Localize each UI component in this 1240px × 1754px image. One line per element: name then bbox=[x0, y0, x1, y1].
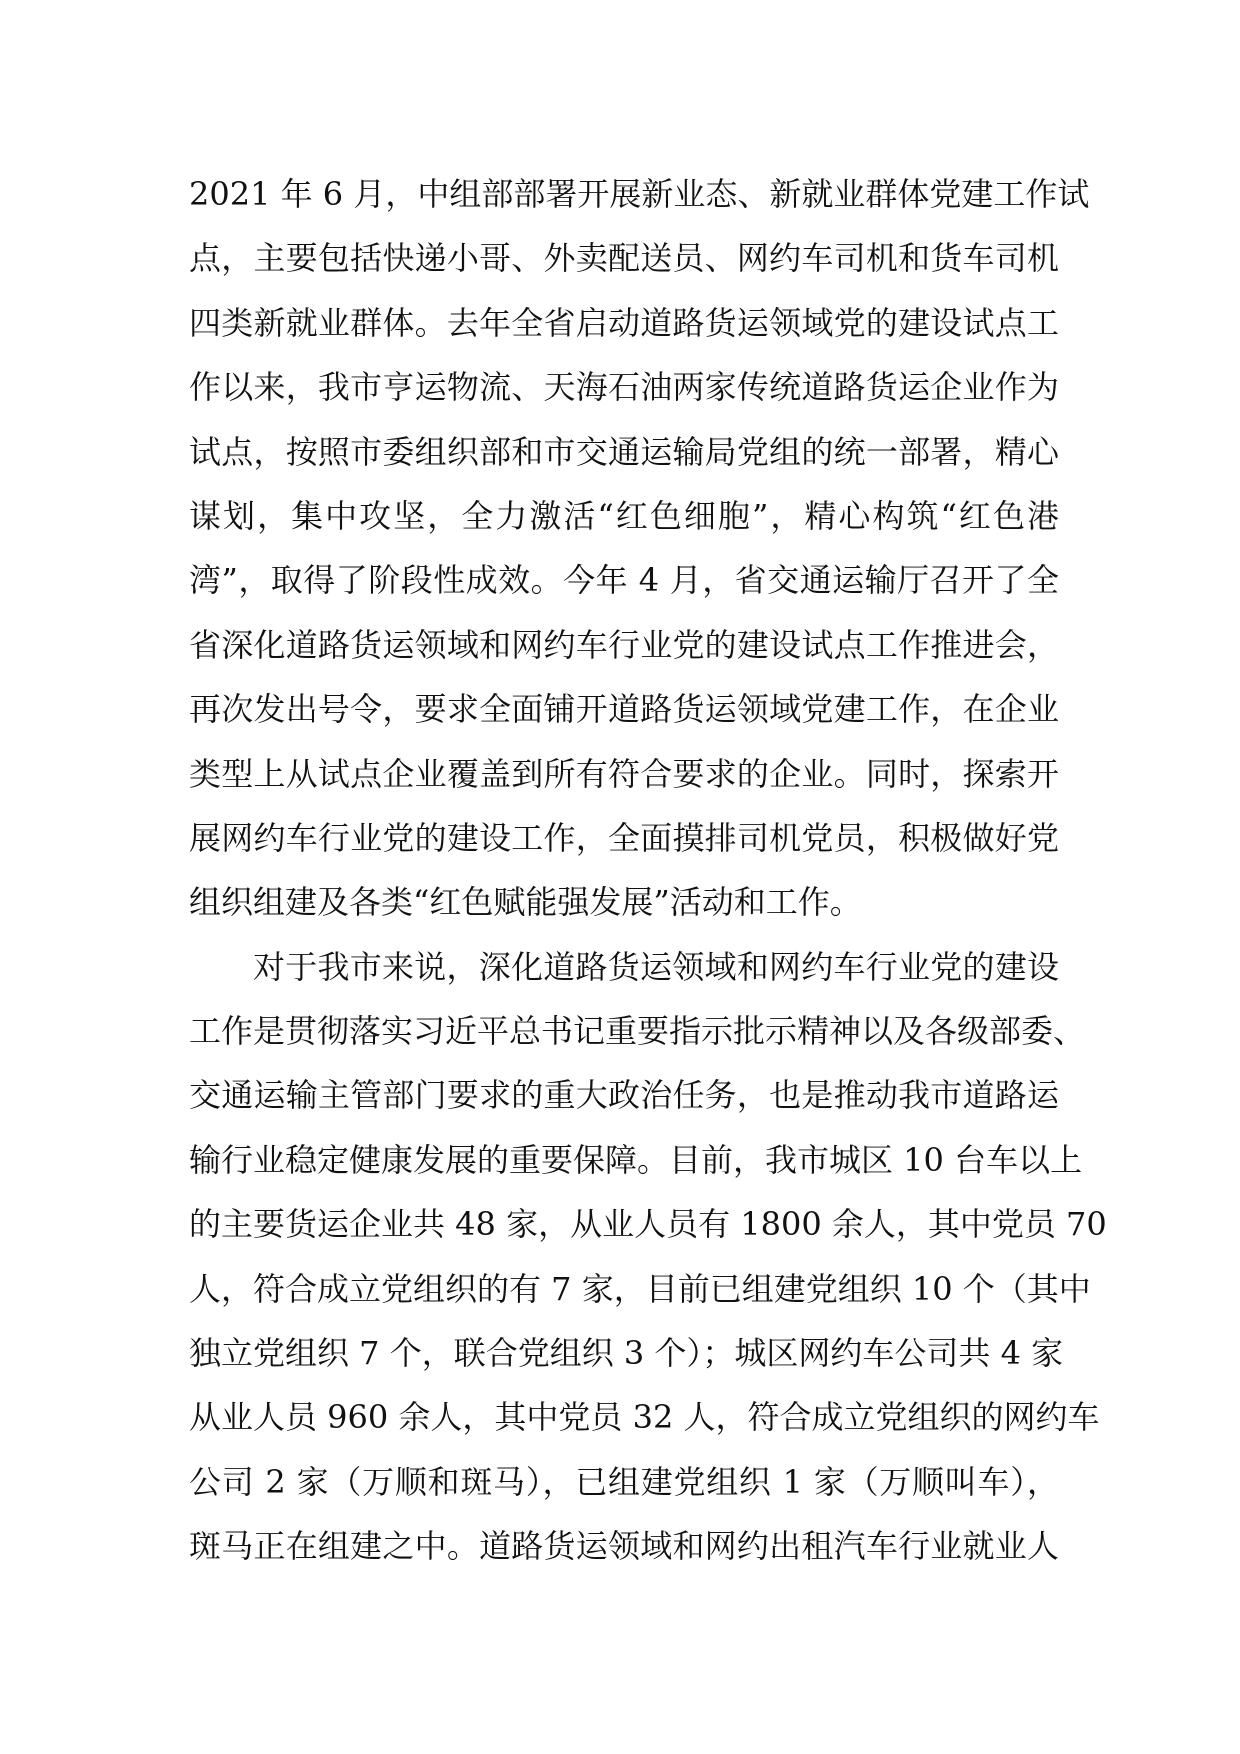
text-line: 工作是贯彻落实习近平总书记重要指示批示精神以及各级部委、 bbox=[189, 1012, 1086, 1051]
text-line: 2021 年 6 月，中组部部署开展新业态、新就业群体党建工作试 bbox=[189, 175, 1090, 213]
paragraph-2 bbox=[189, 935, 1107, 1579]
text-line: 类型上从试点企业覆盖到所有符合要求的企业。同时，探索开 bbox=[189, 754, 1059, 793]
text-line: 作以来，我市亨运物流、天海石油两家传统道路货运企业作为 bbox=[189, 368, 1059, 407]
text-line: 的主要货运企业共 48 家，从业人员有 1800 余人，其中党员 70 bbox=[189, 1205, 1107, 1244]
text-line: 再次发出号令，要求全面铺开道路货运领域党建工作，在企业 bbox=[189, 690, 1059, 729]
text-line: 输行业稳定健康发展的重要保障。目前，我市城区 10 台车以上 bbox=[189, 1140, 1083, 1179]
text-line: 从业人员 960 余人，其中党员 32 人，符合成立党组织的网约车 bbox=[189, 1398, 1100, 1437]
text-line: 四类新就业群体。去年全省启动道路货运领域党的建设试点工 bbox=[189, 303, 1059, 342]
text-line: 斑马正在组建之中。道路货运领域和网约出租汽车行业就业人 bbox=[189, 1527, 1059, 1566]
text-line: 人，符合成立党组织的有 7 家，目前已组建党组织 10 个（其中 bbox=[189, 1269, 1091, 1308]
text-line: 湾”，取得了阶段性成效。今年 4 月，省交通运输厅召开了全 bbox=[189, 561, 1059, 600]
text-line: 点，主要包括快递小哥、外卖配送员、网约车司机和货车司机 bbox=[189, 239, 1059, 278]
text-line: 公司 2 家（万顺和斑马），已组建党组织 1 家（万顺叫车）， bbox=[189, 1462, 1059, 1501]
text-line: 展网约车行业党的建设工作，全面摸排司机党员，积极做好党 bbox=[189, 818, 1059, 857]
text-line: 对于我市来说，深化道路货运领域和网约车行业党的建设 bbox=[253, 947, 1059, 986]
text-line: 组织组建及各类“红色赋能强发展”活动和工作。 bbox=[189, 883, 862, 922]
document-body bbox=[189, 162, 1107, 1579]
paragraph-1 bbox=[189, 162, 1090, 935]
text-line: 省深化道路货运领域和网约车行业党的建设试点工作推进会， bbox=[189, 625, 1059, 664]
text-line: 试点，按照市委组织部和市交通运输局党组的统一部署，精心 bbox=[189, 432, 1059, 471]
text-line: 交通运输主管部门要求的重大政治任务，也是推动我市道路运 bbox=[189, 1076, 1059, 1115]
text-line: 谋划，集中攻坚，全力激活“红色细胞”，精心构筑“红色港 bbox=[189, 496, 1059, 535]
text-line: 独立党组织 7 个，联合党组织 3 个）；城区网约车公司共 4 家 bbox=[189, 1334, 1064, 1373]
